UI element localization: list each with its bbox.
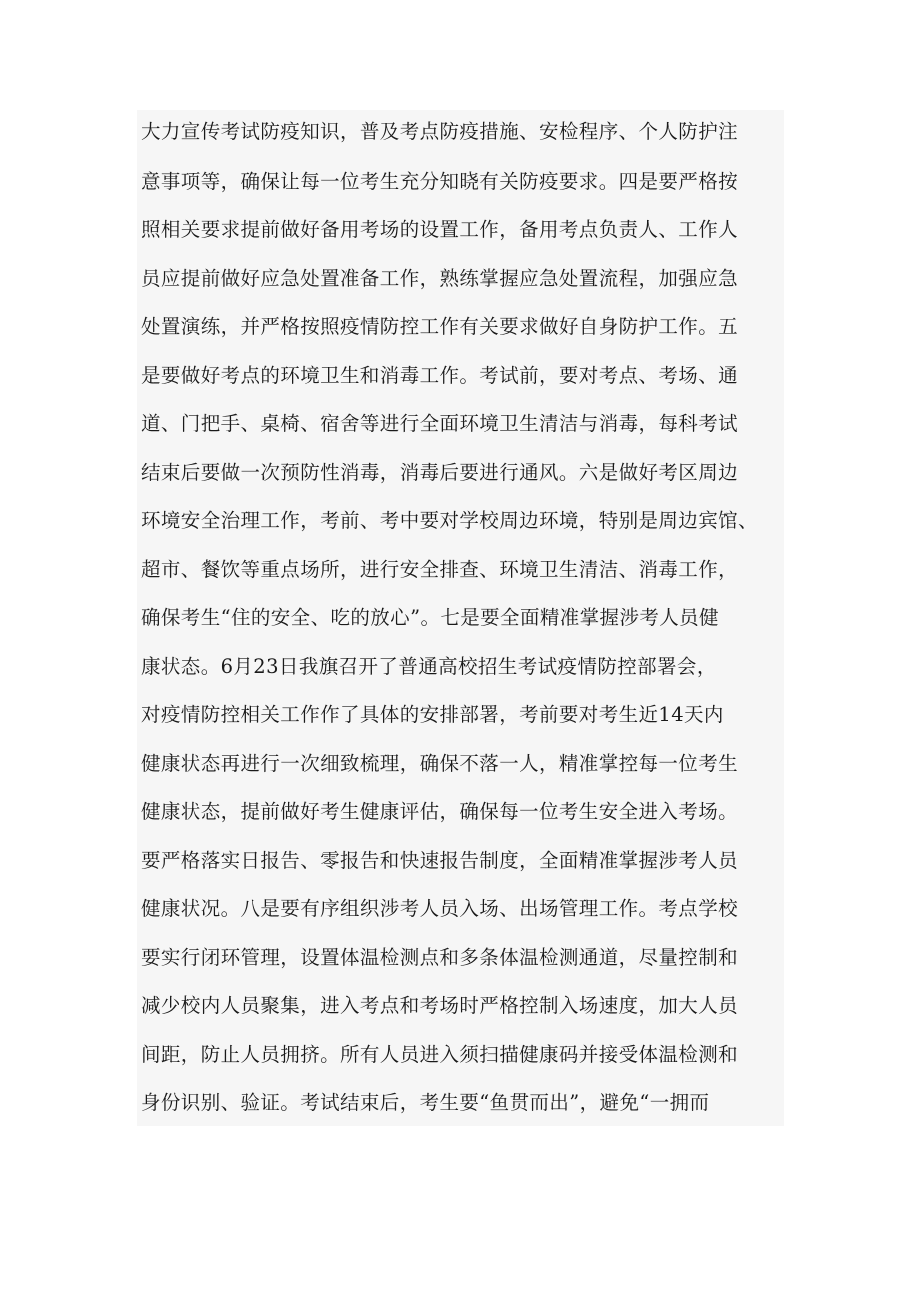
- text-line: 要实行闭环管理，设置体温检测点和多条体温检测通道，尽量控制和: [141, 946, 739, 969]
- text-line: 道、门把手、桌椅、宿舍等进行全面环境卫生清洁与消毒，每科考试: [141, 412, 739, 435]
- text-line: 是要做好考点的环境卫生和消毒工作。考试前，要对考点、考场、通: [141, 364, 739, 387]
- text-line: 意事项等，确保让每一位考生充分知晓有关防疫要求。四是要严格按: [141, 170, 739, 193]
- text-line: 大力宣传考试防疫知识，普及考点防疫措施、安检程序、个人防护注: [141, 120, 739, 143]
- text-line: 超市、餐饮等重点场所，进行安全排查、环境卫生清洁、消毒工作，: [141, 558, 739, 581]
- text-line: 身份识别、验证。考试结束后，考生要“鱼贯而出”，避免“一拥而: [141, 1091, 710, 1114]
- text-line: 员应提前做好应急处置准备工作，熟练掌握应急处置流程，加强应急: [141, 267, 739, 290]
- text-line: 照相关要求提前做好备用考场的设置工作，备用考点负责人、工作人: [141, 218, 739, 241]
- text-line: 健康状态，提前做好考生健康评估，确保每一位考生安全进入考场。: [141, 800, 739, 823]
- text-line: 减少校内人员聚集，进入考点和考场时严格控制入场速度，加大人员: [141, 994, 739, 1017]
- text-line: 结束后要做一次预防性消毒，消毒后要进行通风。六是做好考区周边: [141, 461, 739, 484]
- text-line: 健康状况。八是要有序组织涉考人员入场、出场管理工作。考点学校: [141, 897, 739, 920]
- text-line: 对疫情防控相关工作作了具体的安排部署，考前要对考生近14天内: [141, 703, 724, 726]
- text-line: 处置演练，并严格按照疫情防控工作有关要求做好自身防护工作。五: [141, 315, 739, 338]
- text-line: 环境安全治理工作，考前、考中要对学校周边环境，特别是周边宾馆、: [141, 509, 758, 532]
- text-line: 健康状态再进行一次细致梳理，确保不落一人，精准掌控每一位考生: [141, 752, 739, 775]
- text-line: 间距，防止人员拥挤。所有人员进入须扫描健康码并接受体温检测和: [141, 1043, 739, 1066]
- text-line: 康状态。6月23日我旗召开了普通高校招生考试疫情防控部署会，: [141, 655, 717, 678]
- text-line: 要严格落实日报告、零报告和快速报告制度，全面精准掌握涉考人员: [141, 849, 739, 872]
- text-line: 确保考生“住的安全、吃的放心”。七是要全面精准掌握涉考人员健: [141, 606, 719, 629]
